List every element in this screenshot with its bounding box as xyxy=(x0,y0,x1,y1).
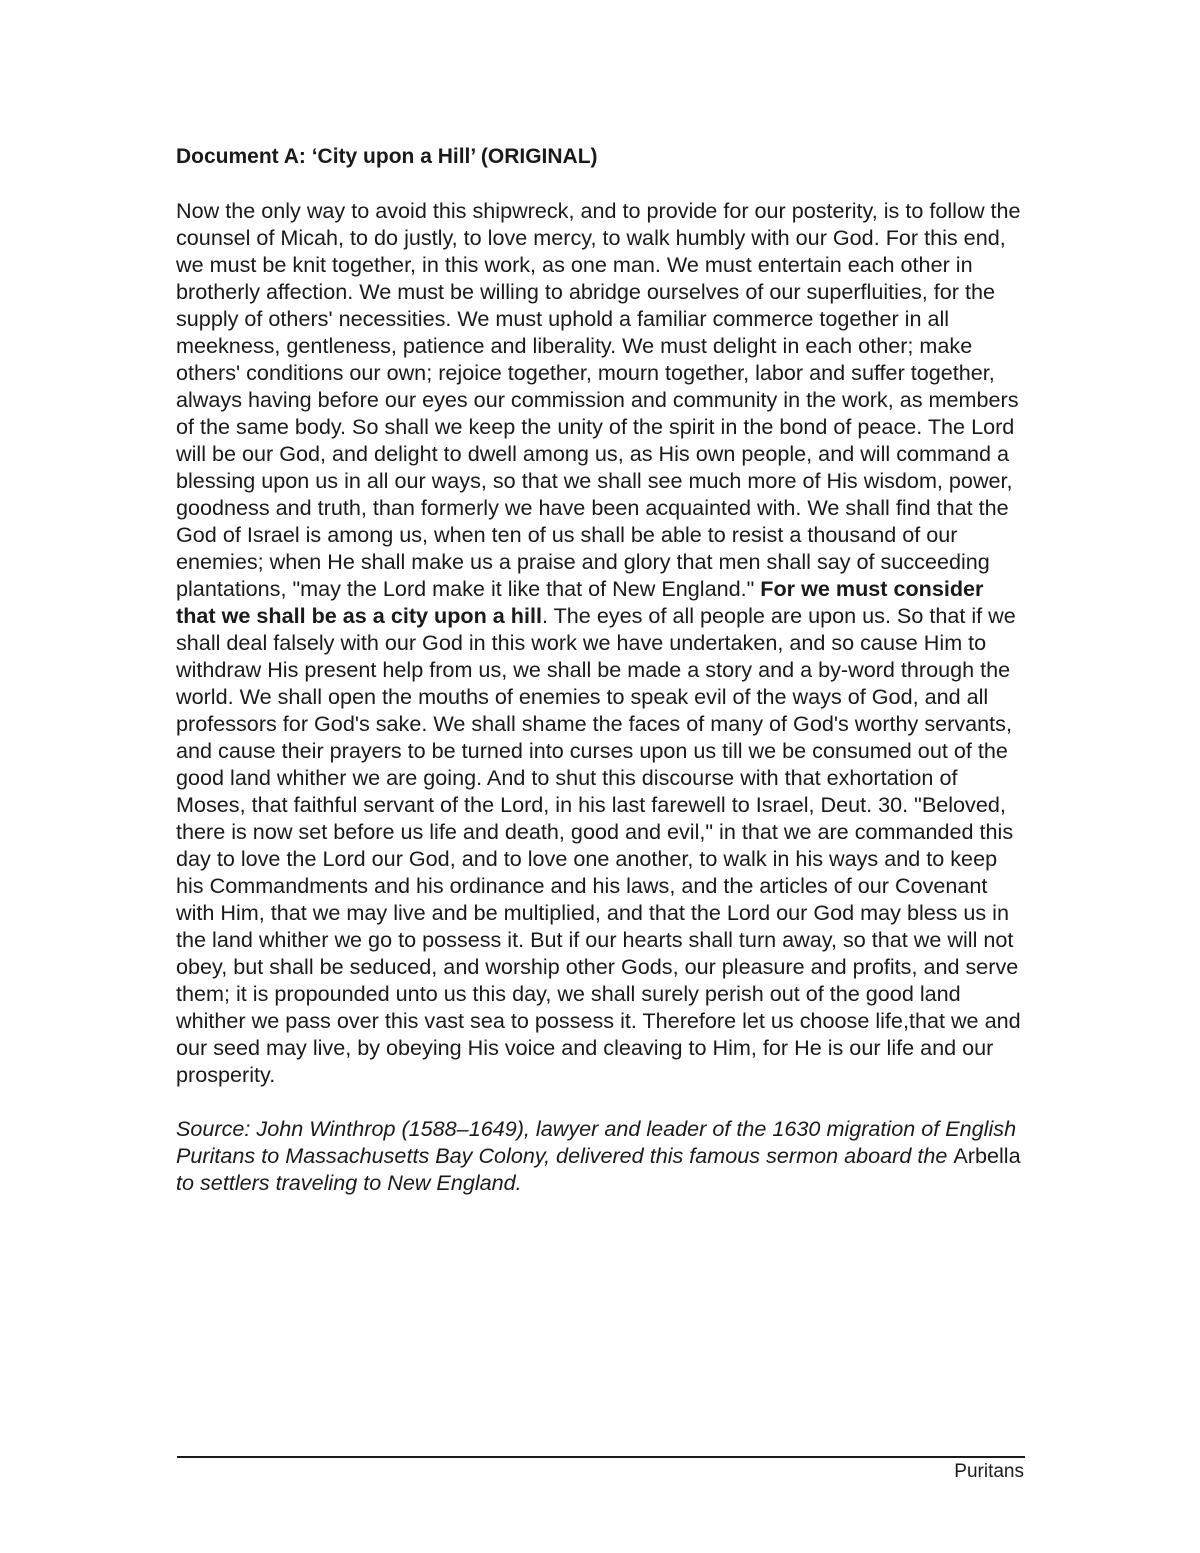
sermon-text-part-1: Now the only way to avoid this shipwreck, and to provide for our posterity, is to follow the counsel of Micah, to do justly, to love mercy, to walk humbly with our God. For this end, we must be knit together, in this work, as one man. We must entertain each other in brotherly affection. We must be willing to abridge ourselves of our superfluities, for the supply of others' necessities. We must uphold a familiar commerce together in all meekness, gentleness, patience and liberality. We must delight in each other; make others' conditions our own; rejoice together, mourn together, labor and suffer together, always having before our eyes our commission and community in the work, as members of the same body. So shall we keep the unity of the spirit in the bond of peace. The Lord will be our God, and delight to dwell among us, as His own people, and will command a blessing upon us in all our ways, so that we shall see much more of His wisdom, power, goodness and truth, than formerly we have been acquainted with. We shall find that the God of Israel is among us, when ten of us shall be able to resist a thousand of our enemies; when He shall make us a praise and glory that men shall say of succeeding plantations, "may the Lord make it like that of New England." xyxy=(176,198,1021,601)
sermon-text xyxy=(176,197,1026,1088)
source-citation-part-1: Source: John Winthrop (1588–1649), lawyer and leader of the 1630 migration of English Puritans to Massachusetts Bay Colony, delivered this famous sermon aboard the xyxy=(176,1116,1017,1168)
footer-divider xyxy=(177,1456,1025,1458)
source-citation xyxy=(176,1115,1026,1196)
document-title: Document A: ‘City upon a Hill’ (ORIGINAL) xyxy=(176,145,598,168)
footer-label: Puritans xyxy=(954,1461,1024,1482)
source-ship-name: Arbella xyxy=(953,1143,1021,1168)
sermon-key-phrase: For we must consider that we shall be as a city upon a hill xyxy=(176,576,984,628)
source-citation-part-2: to settlers traveling to New England. xyxy=(176,1170,522,1195)
document-content xyxy=(176,143,1026,1196)
sermon-text-part-2: . The eyes of all people are upon us. So that if we shall deal falsely with our God in this work we have undertaken, and so cause Him to withdraw His present help from us, we shall be made a story and a by-word through the world. We shall open the mouths of enemies to speak evil of the ways of God, and all professors for God's sake. We shall shame the faces of many of God's worthy servants, and cause their prayers to be turned into curses upon us till we be consumed out of the good land whither we are going. And to shut this discourse with that exhortation of Moses, that faithful servant of the Lord, in his last farewell to Israel, Deut. 30. "Beloved, there is now set before us life and death, good and evil," in that we are commanded this day to love the Lord our God, and to love one another, to walk in his ways and to keep his Commandments and his ordinance and his laws, and the articles of our Covenant with Him, that we may live and be multiplied, and that the Lord our God may bless us in the land whither we go to possess it. But if our hearts shall turn away, so that we will not obey, but shall be seduced, and worship other Gods, our pleasure and profits, and serve them; it is propounded unto us this day, we shall surely perish out of the good land whither we pass over this vast sea to possess it. Therefore let us choose life,that we and our seed may live, by obeying His voice and cleaving to Him, for He is our life and our prosperity. xyxy=(176,603,1021,1087)
